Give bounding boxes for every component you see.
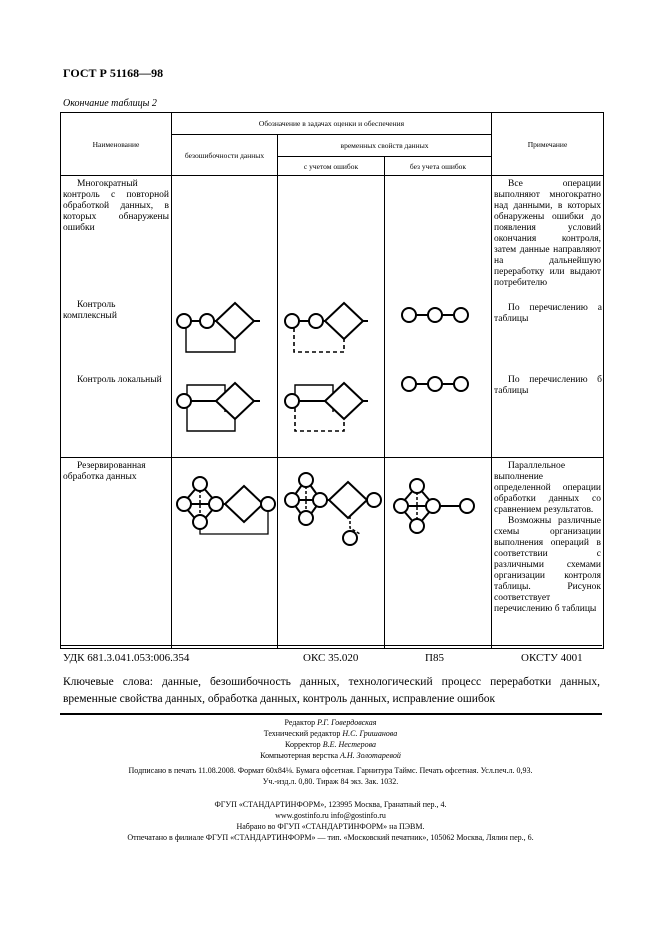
imprint-editor: Редактор Р.Г. Говердовская	[284, 718, 377, 727]
footer-okstu: ОКСТУ 4001	[521, 652, 583, 664]
row-name-local-control: Контроль локальный	[77, 375, 162, 385]
flow-diagram-without-errors	[385, 176, 492, 453]
decision-diamond	[329, 482, 367, 518]
header-temporal: временных свойств данных	[278, 135, 492, 157]
node-circle	[177, 497, 191, 511]
imprint-layout: Компьютерная верстка А.Н. Золотаревой	[260, 751, 401, 760]
node-circle	[428, 308, 442, 322]
node-circle	[200, 314, 214, 328]
node-circle	[454, 377, 468, 391]
row-name-redundant-cell	[61, 458, 172, 649]
imprint-publisher: ФГУП «СТАНДАРТИНФОРМ», 123995 Москва, Гранатный пер., 4.	[214, 800, 447, 809]
node-circle	[299, 473, 313, 487]
node-circle	[402, 308, 416, 322]
decision-diamond	[225, 486, 263, 522]
diagram-without-errors-redundant	[385, 458, 492, 649]
flow-diagram-redundant-without-errors	[385, 458, 492, 644]
node-circle	[193, 515, 207, 529]
node-circle	[193, 477, 207, 491]
header-note: Примечание	[492, 113, 604, 176]
decision-diamond	[325, 383, 363, 419]
header-name: Наименование	[61, 113, 172, 176]
row-names-group1	[61, 176, 172, 458]
imprint-corrector: Корректор В.Е. Нестерова	[285, 740, 376, 749]
flow-diagram-redundant-with-errors	[278, 458, 385, 644]
imprint-tech-editor: Технический редактор Н.С. Гришанова	[263, 729, 398, 738]
flow-diagram-errorless	[172, 176, 278, 453]
row-note-redundant-cell	[492, 458, 604, 649]
row-name-multiple-control: Многократный контроль с повторной обработкой данных, в которых обнаружены ошибки	[63, 179, 169, 233]
node-circle	[261, 497, 275, 511]
diagram-errorless-redundant	[172, 458, 278, 649]
table-caption: Окончание таблицы 2	[63, 98, 157, 109]
flow-diagram-with-errors	[278, 176, 385, 453]
flow-diagram-redundant-errorless	[172, 458, 278, 644]
node-circle	[454, 308, 468, 322]
row-notes-group1	[492, 176, 604, 458]
diagram-with-errors-group1	[278, 176, 385, 458]
imprint-volume: Уч.-изд.л. 0,80. Тираж 84 экз. Зак. 1032.	[262, 777, 399, 786]
node-circle	[309, 314, 323, 328]
footer-udc: УДК 681.3.041.053:006.354	[63, 652, 190, 664]
node-circle	[285, 394, 299, 408]
node-circle	[177, 314, 191, 328]
header-designation: Обозначение в задачах оценки и обеспечения	[172, 113, 492, 135]
imprint-printed: Отпечатано в филиале ФГУП «СТАНДАРТИНФОРМ» — тип. «Московский печатник», 105062 Москва, Лялин пер., 6.	[127, 833, 534, 842]
decision-diamond	[325, 303, 363, 339]
imprint	[60, 717, 601, 843]
diagram-with-errors-redundant	[278, 458, 385, 649]
diagram-without-errors-group1	[385, 176, 492, 458]
header-without-errors: без учета ошибок	[385, 157, 492, 176]
node-circle	[460, 499, 474, 513]
keywords: Ключевые слова: данные, безошибочность данных, технологический процесс переработки данных, временные свойства данных, обработка данных, контроль данных, исправление ошибок	[63, 676, 600, 705]
node-circle	[209, 497, 223, 511]
node-circle	[285, 314, 299, 328]
row-name-complex-control: Контроль комплексный	[63, 300, 117, 321]
node-circle	[313, 493, 327, 507]
node-circle	[426, 499, 440, 513]
decision-diamond	[216, 383, 254, 419]
header-errorless: безошибочности данных	[172, 135, 278, 176]
node-circle	[402, 377, 416, 391]
node-circle	[299, 511, 313, 525]
node-circle	[428, 377, 442, 391]
control-methods-table	[60, 112, 604, 649]
imprint-divider	[60, 713, 602, 715]
row-name-redundant-processing: Резервированная обработка данных	[63, 461, 146, 482]
row-note-multiple-control: Все операции выполняют многократно над данными, в которых обнаружены ошибки до появления условий окончания контроля, затем данные направляют на дальнейшую переработку или выдают потребителю	[494, 179, 602, 288]
node-circle	[177, 394, 191, 408]
row-note-complex-control: По перечислению а таблицы	[494, 303, 603, 324]
document-id: ГОСТ Р 51168—98	[63, 66, 164, 80]
node-circle	[343, 531, 357, 545]
footer-p: П85	[425, 652, 444, 664]
decision-diamond	[216, 303, 254, 339]
imprint-typeset: Набрано во ФГУП «СТАНДАРТИНФОРМ» на ПЭВМ.	[236, 822, 425, 831]
footer-divider	[60, 645, 602, 646]
node-circle	[410, 479, 424, 493]
node-circle	[285, 493, 299, 507]
row-note-redundant-processing-2: Возможны различные схемы организации выполнения операций в соответствии с различными схемами организации контроля таблицы. Рисунок соответствует перечислению б таблицы	[494, 516, 602, 614]
footer-oks: ОКС 35.020	[303, 652, 359, 664]
imprint-signed: Подписано в печать 11.08.2008. Формат 60x84⅛. Бумага офсетная. Гарнитура Таймс. Печать офсетная. Усл.печ.л. 0,93.	[128, 766, 533, 775]
diagram-errorless-group1	[172, 176, 278, 458]
imprint-web: www.gostinfo.ru info@gostinfo.ru	[275, 811, 386, 820]
node-circle	[410, 519, 424, 533]
row-note-redundant-processing: Параллельное выполнение определенной операции обработки данных со сравнением результатов.	[494, 461, 602, 515]
node-circle	[367, 493, 381, 507]
header-with-errors: с учетом ошибок	[278, 157, 385, 176]
node-circle	[394, 499, 408, 513]
row-note-local-control: По перечислению б таблицы	[494, 375, 603, 396]
